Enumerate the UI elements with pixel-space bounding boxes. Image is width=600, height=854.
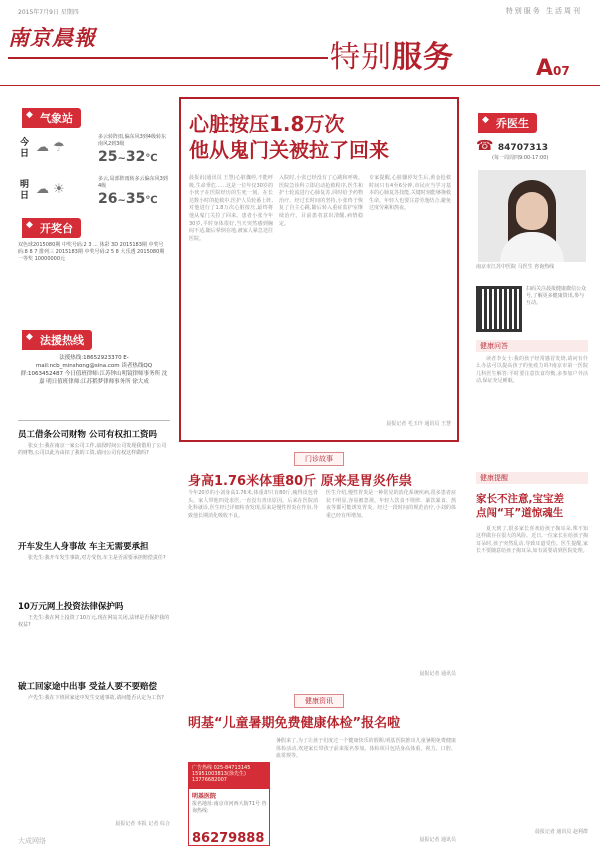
subhead-reminder: 健康提醒 [476, 472, 588, 484]
weather-tag: ◆ 气象站 [22, 108, 81, 128]
title-line-2: 他从鬼门关被拉了回来 [189, 138, 389, 162]
left-news-body: 张先生:我开车发生事故,对方受伤,车主是否需要承担赔偿责任? [28, 555, 166, 561]
doctor-sign: 南京市江苏中医院 马医生 咨询热线 [476, 264, 555, 270]
left-news-item [18, 600, 170, 629]
header-divider [0, 85, 600, 86]
lottery-body: 双色球2015080期 中奖号码:2 3 ... 体彩 3D 2015183期 中奖号码:8 8 7 排列三 2015183期 中奖号码:2 5 8 大乐透 2015080期 一等奖 10000000元 [18, 242, 165, 262]
subhead-label: 健康资讯 [294, 694, 344, 708]
reminder-title [476, 492, 564, 520]
left-column [18, 100, 170, 845]
divider [18, 420, 170, 421]
section-title-bold: 服务 [392, 40, 454, 75]
article3-title: 明基“儿童暑期免费健康体检”报名啦 [188, 716, 401, 731]
article2-byline: 晨报记者 通讯员 [419, 671, 456, 677]
left-news-item [18, 540, 170, 562]
left-news-title: 破工回家途中出事 受益人要不要赔偿 [18, 682, 157, 692]
weather-today [20, 132, 170, 172]
newspaper-logo: 南京晨報 [8, 25, 96, 50]
article-column: 今年20岁的小刘身高1.76米,体重却只有80斤,瘦得皮包骨头。家人带他四处求医,一直没有查出原因。后来在医院消化科就诊,医生经过详细检查发现,原来是慢性胃炎在作祟,导致他长期消化吸收不良。 [188, 490, 318, 519]
article2-title: 身高1.76米体重80斤 原来是胃炎作祟 [188, 474, 412, 489]
doctor-portrait [478, 170, 586, 262]
right-column [470, 100, 588, 845]
page-letter: A [536, 56, 554, 81]
left-footer: 晨报记者 本报 记者 综合 [115, 821, 170, 827]
subhead-qa: 健康问答 [476, 340, 588, 352]
phone-icon: ☎ [476, 138, 494, 154]
hotline-tag: ◆ 法援热线 [22, 330, 92, 350]
ad-strip: 广告热线 025-84713145 15951003813(徐先生) 13776682007 [189, 763, 269, 789]
main-article [179, 97, 459, 442]
qr-code-icon [476, 286, 522, 332]
section-title [330, 32, 454, 76]
reminder-title-1: 家长不注意,宝宝差 [476, 493, 564, 505]
page-digits: 07 [553, 64, 570, 78]
ad-box [188, 762, 270, 846]
title-line-1: 心脏按压1.8万次 [189, 112, 345, 136]
ad-name: 明基医院 [192, 793, 217, 800]
ad-details: 报名地址:南京市河西大街71号 咨询热线: [192, 801, 267, 814]
main-article-body [189, 175, 451, 435]
date-line: 2015年7月9日 星期四 [18, 9, 79, 16]
phone-note: (每一周周四9:00-17:00) [492, 155, 549, 161]
today-label: 今日 [20, 138, 30, 159]
today-desc: 多云转阵雨,偏东风3到4级转东南风2到3级 [98, 134, 166, 147]
page-number [536, 56, 570, 81]
top-line [18, 4, 588, 18]
article-column: 医生介绍,慢性胃炎是一种常见的消化系统疾病,很多患者症状不明显,容易被忽视。年轻人饮食不规律、暴饮暴食、熬夜等都可能诱发胃炎。经过一段时间的规范治疗,小刘的体重已经有所增加。 [326, 490, 456, 519]
cloud-sun-icon: ☁ ☀ [36, 182, 65, 197]
ad-phone: 86279888 [192, 831, 265, 846]
subhead-clinic [179, 446, 459, 463]
left-news-item [18, 428, 170, 457]
today-temp: 25~32℃ [98, 149, 158, 165]
tomorrow-temp: 26~35℃ [98, 191, 158, 207]
main-byline: 晨报记者 毛玉玲 通讯员 王慧 [386, 421, 451, 427]
article-column: 入院时,小张已经没有了心跳和呼吸。医院急诊科立即启动抢救程序,医生和护士轮流进行心肺复苏,同时给予药物治疗。经过长时间的坚持,小张终于恢复了自主心跳,随后转入重症监护室继续治疗。目前患者意识清醒,病情稳定。 [279, 175, 363, 227]
qa-text: 读者李女士:我的孩子经常感冒发烧,请问有什么办法可以提高孩子的免疫力吗?南京市第一医院儿科医生解答:平时要注意饮食均衡,多参加户外活动,保证充足睡眠。 [476, 356, 588, 385]
left-news-body: 张女士:我在南京一家公司工作,前段时间公司发现我借用了公司的财物,公司以此为由扣了我的工资,请问公司有权这样做吗? [18, 443, 167, 456]
editors-line: 特别服务 生活周刊 [505, 7, 582, 15]
subhead-label: 门诊故事 [294, 452, 344, 466]
article-column: 晨报讯(通讯员 王慧)心脏骤停,不能呼吸,生命垂危……这是一位年仅30岁的小伙子在医院经历的生死一刻。在长达数小时的抢救中,医护人员轮番上阵,对他进行了1.8万次心脏按压,最终将他从鬼门关拉了回来。患者小张今年30岁,平时身体很好,当天突然感到胸闷不适,随后晕倒在地,被家人紧急送往医院。 [189, 175, 273, 242]
article2-body [188, 490, 456, 685]
tomorrow-label: 明日 [20, 180, 30, 201]
section-title-light: 特别 [330, 40, 392, 75]
tomorrow-desc: 多云,局部阵雨转多云偏东风3到4级 [98, 176, 168, 189]
watermark: 大成网络 [18, 837, 46, 845]
main-article-title [189, 111, 389, 163]
article-column: 暑假来了,为了让孩子们度过一个健康快乐的假期,明基医院推出儿童暑期免费健康体检活动,欢迎家长带孩子前来报名参加。体检项目包括身高体重、视力、口腔、血常规等。 [276, 738, 456, 760]
reminder-text: 夏天到了,很多家长喜欢给孩子掏耳朵,殊不知这样做存在很大的风险。近日,一位家长在给孩子掏耳朵时,孩子突然乱动,导致耳道受伤。医生提醒,家长不要随意给孩子掏耳朵,如有需要请到医院处理。 [476, 526, 588, 555]
doctor-tag: ◆ 乔医生 [478, 113, 537, 133]
hotline-body: 法援热线:18652923370 E-mail:ncb_minshong@sina.com 读者热线QQ群:1063452487 今日值班律师:江苏钟山明镜律师事务所 沈 嘉 明日值班律师:江苏稻梦律师事务所 徐大成 [20, 355, 168, 385]
right-byline: 晨报记者 通讯员 赵利群 [534, 829, 588, 835]
subhead-health [179, 688, 459, 705]
left-news-title: 10万元网上投资法律保护吗 [18, 602, 124, 612]
left-news-body: 卢先生:我在下班回家途中发生交通事故,请问能否认定为工伤? [28, 695, 164, 701]
left-news-item [18, 680, 170, 702]
cloud-rain-icon: ☁ ☂ [36, 140, 65, 155]
left-news-body: 王先生:我在网上投资了10万元,现在网站关闭,法律是否保护我的权益? [18, 615, 170, 628]
left-news-title: 员工借条公司财物 公司有权扣工资吗 [18, 430, 157, 440]
article3-byline: 晨报记者 通讯员 [419, 837, 456, 843]
lottery-tag: ◆ 开奖台 [22, 218, 81, 238]
article-column: 专家提醒,心脏骤停发生后,黄金抢救时间只有4至6分钟,市民应当学习基本的心肺复苏技能,关键时刻能够挽救生命。年轻人也要注意劳逸结合,避免过度劳累和熬夜。 [369, 175, 451, 212]
qr-text: 扫码关注晨报健康微信公众号,了解更多健康资讯,参与互动。 [526, 286, 587, 306]
doctor-phone: ☎ 84707313 [476, 138, 549, 154]
left-news-title: 开车发生人身事故 车主无需要承担 [18, 542, 149, 552]
banner-rule [8, 57, 328, 59]
reminder-title-2: 点闯“耳”道惊魂生 [476, 507, 564, 519]
weather-tomorrow [20, 174, 170, 214]
